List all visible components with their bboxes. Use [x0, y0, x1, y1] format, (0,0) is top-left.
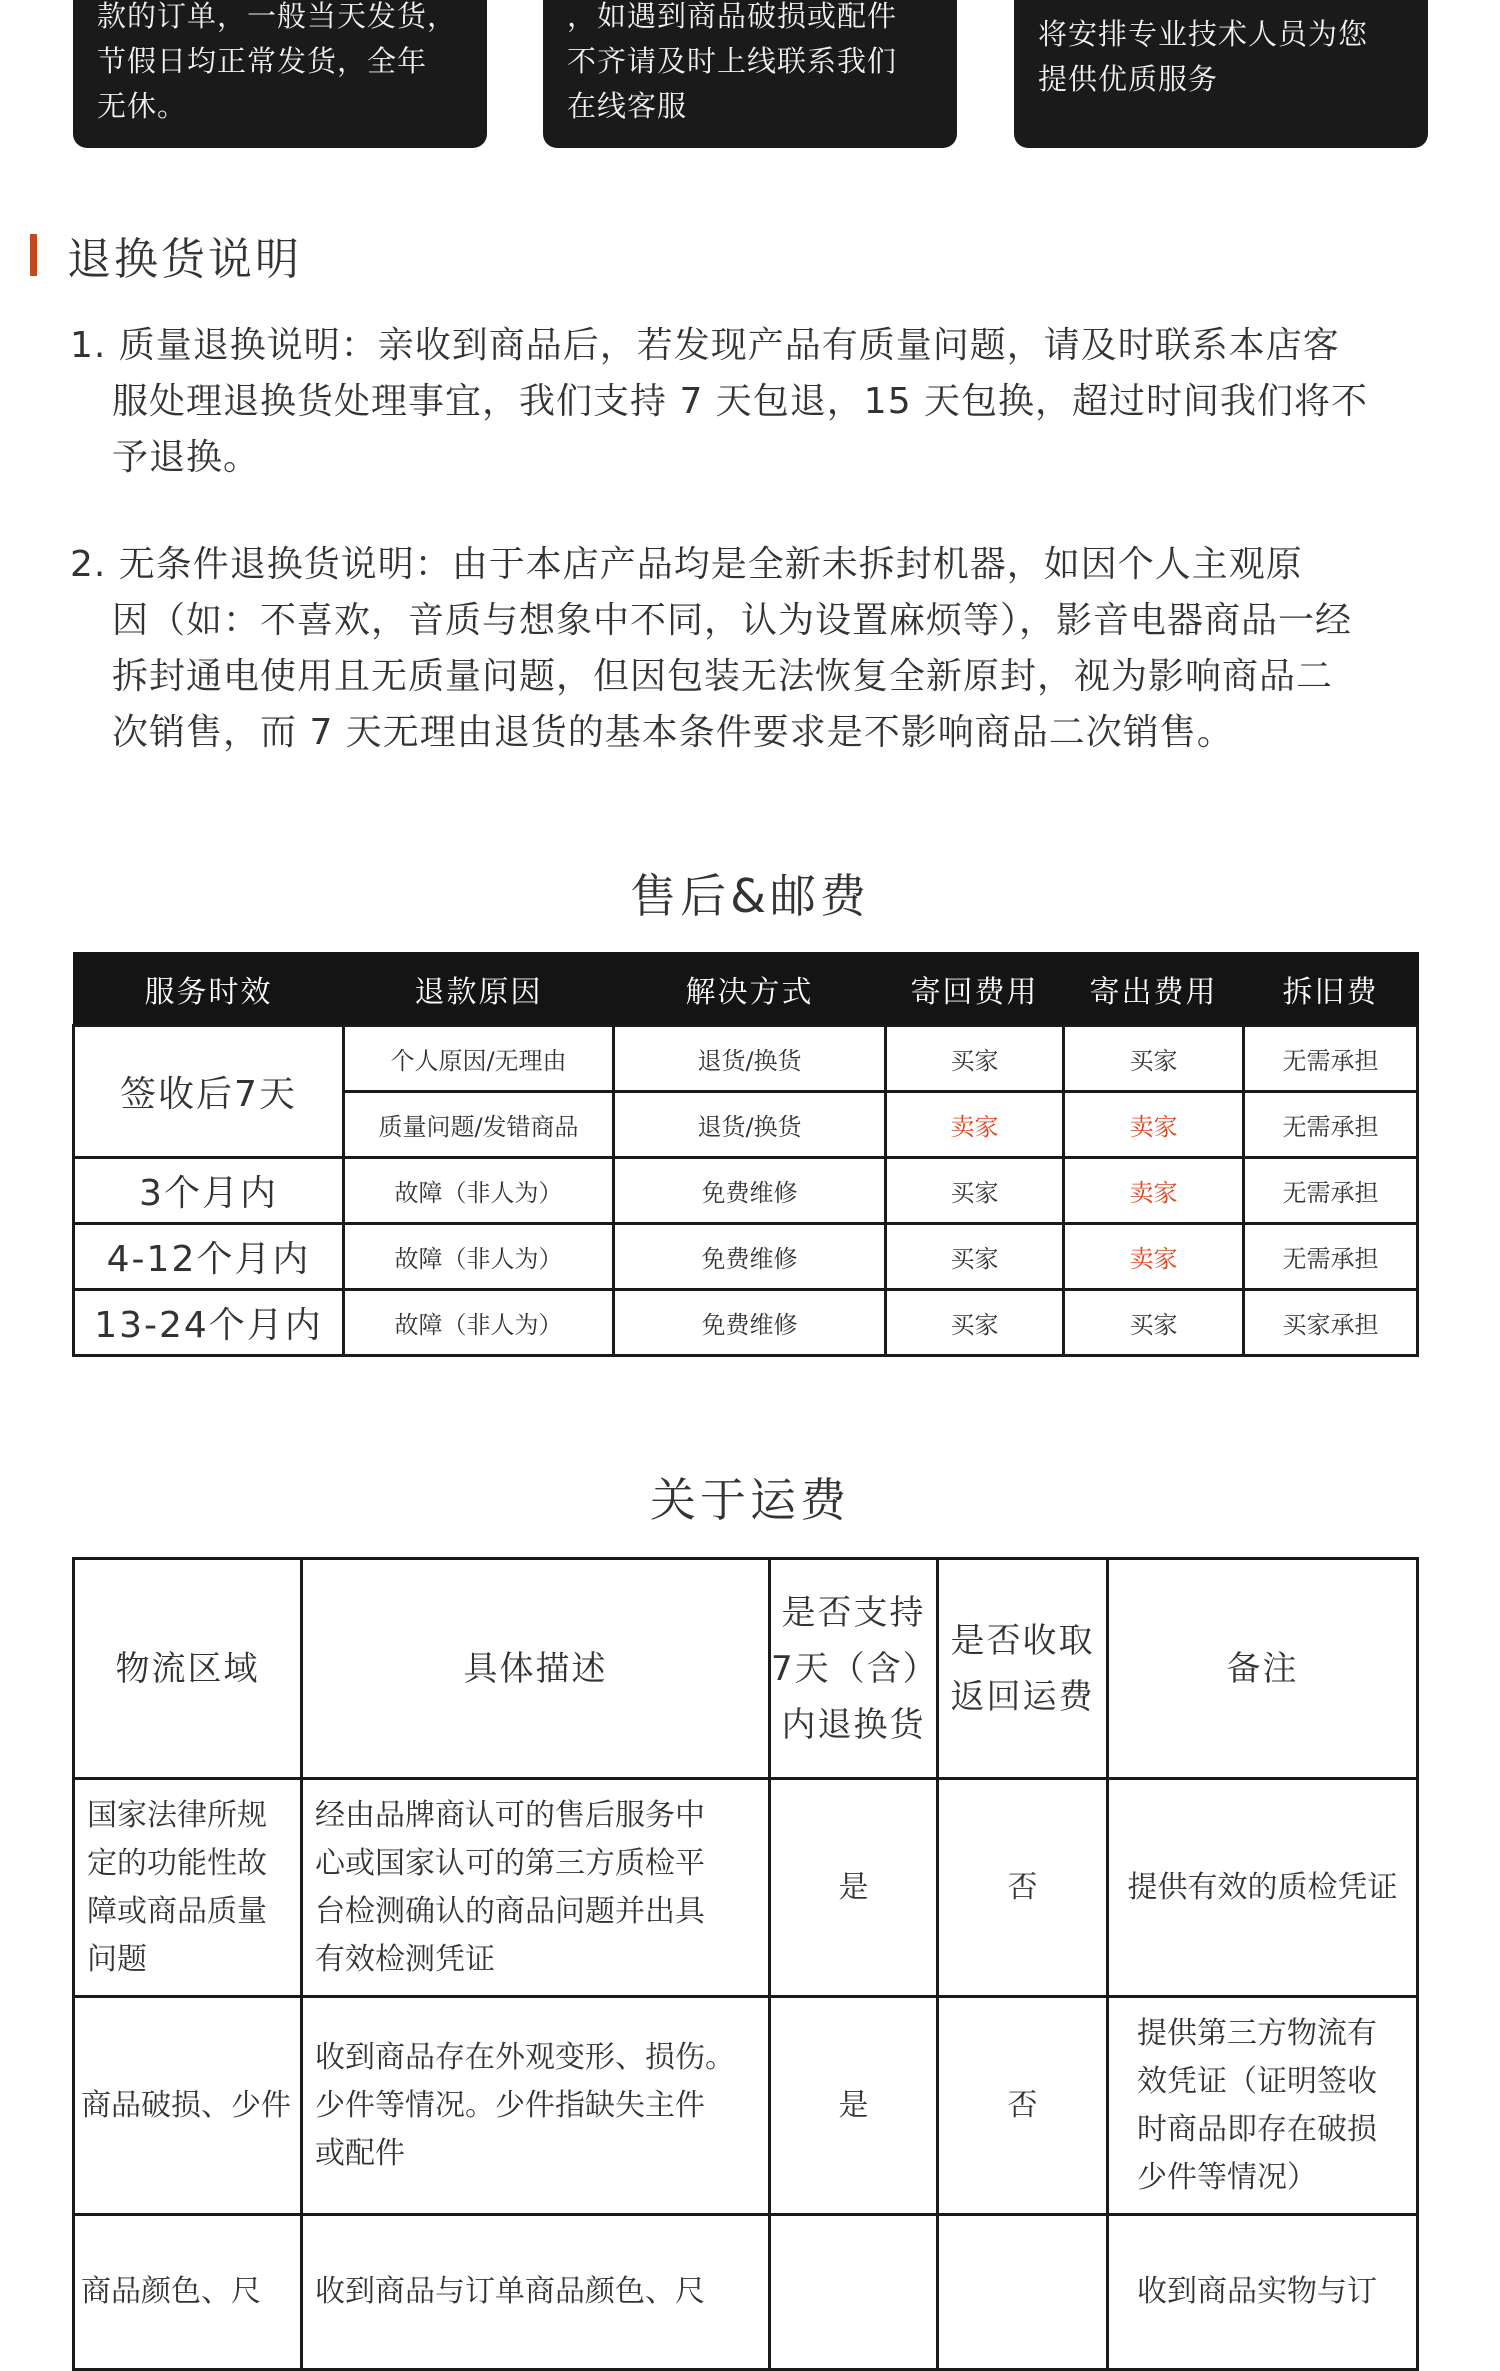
solution-cell: 免费维修	[614, 1290, 886, 1356]
unconditional-return-policy	[70, 537, 1450, 761]
table-header-row	[74, 1559, 1418, 1779]
solution-cell: 免费维修	[614, 1224, 886, 1290]
policy-line: 因（如：不喜欢，音质与想象中不同，认为设置麻烦等），影音电器商品一经	[112, 600, 1353, 641]
old-fee-cell: 无需承担	[1244, 1026, 1418, 1092]
cell-line: 时商品即存在破损	[1137, 2111, 1377, 2147]
old-fee-cell: 无需承担	[1244, 1158, 1418, 1224]
table-header-row	[74, 953, 1418, 1026]
freight-title: 关于运费	[650, 1473, 850, 1527]
cell-line: 商品颜色、尺	[81, 2274, 261, 2309]
service-card-damage	[543, 0, 957, 148]
policy-line: 拆封通电使用且无质量问题，但因包装无法恢复全新原封，视为影响商品二	[112, 656, 1334, 697]
card-line: ，如遇到商品破损或配件	[567, 0, 898, 33]
return-fee-cell: 买家	[886, 1224, 1064, 1290]
card-line: 提供优质服务	[1038, 62, 1219, 96]
return-fee-cell: 卖家	[886, 1092, 1064, 1158]
note-cell	[1108, 1997, 1418, 2215]
table-row	[74, 1224, 1418, 1290]
reason-cell: 故障（非人为）	[344, 1290, 614, 1356]
reason-cell: 质量问题/发错商品	[344, 1092, 614, 1158]
description-cell	[302, 2215, 770, 2370]
table-row	[74, 1779, 1418, 1997]
period-cell: 4-12个月内	[74, 1224, 344, 1290]
region-cell	[74, 1997, 302, 2215]
header-line: 返回运费	[950, 1676, 1095, 1717]
return-fee-cell: 买家	[886, 1158, 1064, 1224]
description-cell	[302, 1779, 770, 1997]
policy-line: 服处理退换货处理事宜，我们支持 7 天包退，15 天包换，超过时间我们将不	[112, 381, 1369, 422]
return-fee-cell: 买家	[886, 1290, 1064, 1356]
header-cell	[938, 1559, 1108, 1779]
header-cell: 寄回费用	[886, 953, 1064, 1026]
heading-accent-bar	[30, 234, 37, 276]
policy-line: 予退换。	[112, 437, 261, 478]
header-cell: 物流区域	[74, 1559, 302, 1779]
support-cell	[770, 2215, 938, 2370]
cell-line: 国家法律所规	[87, 1797, 267, 1833]
header-cell: 具体描述	[302, 1559, 770, 1779]
cell-line: 有效检测凭证	[315, 1941, 495, 1977]
header-line: 7天（含）	[771, 1648, 939, 1689]
header-line: 内退换货	[781, 1704, 926, 1745]
send-fee-cell: 卖家	[1064, 1092, 1244, 1158]
cell-line: 少件等情况。少件指缺失主件	[315, 2087, 705, 2123]
region-cell	[74, 2215, 302, 2370]
period-cell: 3个月内	[74, 1158, 344, 1224]
old-fee-cell: 无需承担	[1244, 1224, 1418, 1290]
policy-line: 2. 无条件退换货说明：由于本店产品均是全新未拆封机器，如因个人主观原	[70, 544, 1303, 585]
send-fee-cell: 卖家	[1064, 1158, 1244, 1224]
cell-line: 或配件	[315, 2135, 405, 2171]
table-row	[74, 2215, 1418, 2370]
policy-line: 次销售，而 7 天无理由退货的基本条件要求是不影响商品二次销售。	[112, 712, 1234, 753]
header-cell: 拆旧费	[1244, 953, 1418, 1026]
period-cell: 签收后7天	[74, 1026, 344, 1158]
card-line: 节假日均正常发货，全年	[97, 44, 428, 78]
cell-line: 台检测确认的商品问题并出具	[315, 1893, 705, 1929]
service-card-technician	[1014, 0, 1428, 148]
send-fee-cell: 买家	[1064, 1026, 1244, 1092]
solution-cell: 免费维修	[614, 1158, 886, 1224]
reason-cell: 故障（非人为）	[344, 1224, 614, 1290]
note-cell	[1108, 2215, 1418, 2370]
header-cell: 备注	[1108, 1559, 1418, 1779]
aftersale-table	[72, 952, 1419, 1357]
table-row	[74, 1290, 1418, 1356]
reason-cell: 个人原因/无理由	[344, 1026, 614, 1092]
header-cell: 服务时效	[74, 953, 344, 1026]
card-line: 款的订单，一般当天发货，	[97, 0, 458, 33]
return-policy-heading	[30, 225, 302, 285]
support-cell: 是	[770, 1779, 938, 1997]
table-row	[74, 1026, 1418, 1092]
return-fee-cell: 买家	[886, 1026, 1064, 1092]
cell-line: 提供有效的质检凭证	[1127, 1869, 1398, 1905]
charge-cell: 否	[938, 1779, 1108, 1997]
support-cell: 是	[770, 1997, 938, 2215]
charge-cell	[938, 2215, 1108, 2370]
card-line: 将安排专业技术人员为您	[1038, 17, 1369, 51]
reason-cell: 故障（非人为）	[344, 1158, 614, 1224]
note-cell	[1108, 1779, 1418, 1997]
cell-line: 定的功能性故	[87, 1845, 267, 1881]
heading-text: 退换货说明	[67, 234, 302, 285]
header-cell: 退款原因	[344, 953, 614, 1026]
table-row	[74, 1997, 1418, 2215]
solution-cell: 退货/换货	[614, 1092, 886, 1158]
header-cell: 解决方式	[614, 953, 886, 1026]
cell-line: 收到商品存在外观变形、损伤。	[315, 2039, 735, 2075]
table-row	[74, 1158, 1418, 1224]
cell-line: 提供第三方物流有	[1137, 2015, 1377, 2051]
freight-table	[72, 1557, 1419, 2371]
cell-line: 收到商品与订单商品颜色、尺	[315, 2274, 705, 2309]
cell-line: 收到商品实物与订	[1137, 2274, 1377, 2309]
old-fee-cell: 无需承担	[1244, 1092, 1418, 1158]
header-line: 是否收取	[950, 1620, 1095, 1661]
quality-return-policy	[70, 318, 1450, 486]
cell-line: 经由品牌商认可的售后服务中	[315, 1797, 705, 1833]
aftersale-title: 售后&邮费	[630, 869, 870, 923]
cell-line: 少件等情况）	[1137, 2159, 1317, 2195]
cell-line: 障或商品质量	[87, 1893, 267, 1929]
old-fee-cell: 买家承担	[1244, 1290, 1418, 1356]
charge-cell: 否	[938, 1997, 1108, 2215]
send-fee-cell: 买家	[1064, 1290, 1244, 1356]
cell-line: 商品破损、少件	[81, 2087, 291, 2123]
solution-cell: 退货/换货	[614, 1026, 886, 1092]
cell-line: 问题	[87, 1941, 147, 1977]
card-line: 不齐请及时上线联系我们	[567, 44, 898, 78]
service-card-shipping	[73, 0, 487, 148]
send-fee-cell: 卖家	[1064, 1224, 1244, 1290]
period-cell: 13-24个月内	[74, 1290, 344, 1356]
region-cell	[74, 1779, 302, 1997]
description-cell	[302, 1997, 770, 2215]
card-line: 无休。	[97, 89, 188, 123]
cell-line: 效凭证（证明签收	[1137, 2063, 1377, 2099]
cell-line: 心或国家认可的第三方质检平	[315, 1845, 705, 1881]
policy-line: 1. 质量退换说明：亲收到商品后，若发现产品有质量问题，请及时联系本店客	[70, 325, 1340, 366]
header-cell	[770, 1559, 938, 1779]
card-line: 在线客服	[567, 89, 688, 123]
header-line: 是否支持	[781, 1592, 926, 1633]
header-cell: 寄出费用	[1064, 953, 1244, 1026]
